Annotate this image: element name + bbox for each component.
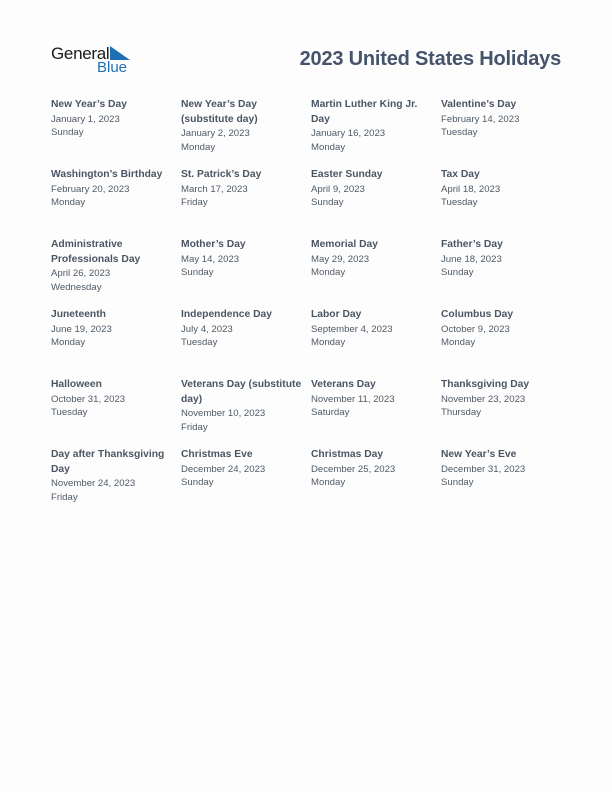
holiday-weekday: Friday xyxy=(51,491,78,503)
holiday-date: February 14, 2023 xyxy=(441,113,520,125)
holiday-item xyxy=(311,98,441,168)
holiday-name: Christmas Eve xyxy=(181,449,253,460)
holiday-weekday: Sunday xyxy=(441,267,474,278)
holiday-weekday: Monday xyxy=(311,267,346,278)
holiday-item xyxy=(51,308,181,378)
holiday-item xyxy=(441,378,571,448)
holiday-weekday: Monday xyxy=(311,477,346,488)
holiday-name: Christmas Day xyxy=(311,449,384,460)
brand-word-blue: Blue xyxy=(97,59,128,76)
holiday-item xyxy=(441,168,571,238)
holiday-item xyxy=(51,168,181,238)
holiday-weekday: Friday xyxy=(181,421,208,433)
holiday-item xyxy=(441,308,571,378)
holiday-weekday: Monday xyxy=(441,337,476,348)
holiday-weekday: Thursday xyxy=(441,407,481,418)
holiday-item xyxy=(181,378,311,448)
holiday-weekday: Sunday xyxy=(181,267,214,278)
holiday-date: December 25, 2023 xyxy=(311,463,396,475)
holiday-date: January 16, 2023 xyxy=(311,128,386,139)
holiday-item xyxy=(51,238,181,308)
holiday-weekday: Sunday xyxy=(51,127,84,138)
holiday-name: Washington’s Birthday xyxy=(51,169,163,180)
holiday-name: Juneteenth xyxy=(51,309,106,320)
holiday-date: May 14, 2023 xyxy=(181,253,240,265)
holiday-item xyxy=(51,98,181,168)
holiday-name: Halloween xyxy=(51,379,102,390)
holiday-name: Veterans Day xyxy=(311,379,376,390)
holiday-weekday: Monday xyxy=(181,141,216,153)
holiday-date: April 18, 2023 xyxy=(441,183,501,195)
holiday-date: October 31, 2023 xyxy=(51,393,126,405)
holiday-date: July 4, 2023 xyxy=(181,323,233,335)
holiday-date: January 1, 2023 xyxy=(51,113,120,125)
holiday-item xyxy=(311,168,441,238)
holiday-item xyxy=(51,378,181,448)
holiday-weekday: Sunday xyxy=(441,477,474,488)
holiday-date: November 11, 2023 xyxy=(311,393,395,405)
holiday-item xyxy=(311,238,441,308)
holiday-weekday: Tuesday xyxy=(441,127,478,138)
holiday-date: October 9, 2023 xyxy=(441,323,510,335)
brand-word-general: General xyxy=(51,44,110,63)
holiday-item xyxy=(181,168,311,238)
holiday-weekday: Monday xyxy=(51,337,86,348)
holiday-name: New Year’s Day xyxy=(51,99,127,110)
holiday-weekday: Saturday xyxy=(311,407,350,418)
holiday-weekday: Sunday xyxy=(181,477,214,488)
holiday-date: November 24, 2023 xyxy=(51,478,136,489)
holiday-weekday: Wednesday xyxy=(51,281,102,293)
holiday-name: Columbus Day xyxy=(441,309,514,320)
holiday-name: Easter Sunday xyxy=(311,169,383,180)
holiday-item xyxy=(441,98,571,168)
holiday-date: June 19, 2023 xyxy=(51,323,112,335)
holiday-name: Valentine’s Day xyxy=(441,99,517,110)
holiday-name: Tax Day xyxy=(441,169,480,180)
holiday-name: New Year’s Eve xyxy=(441,449,517,460)
holiday-list xyxy=(51,98,571,518)
holiday-name: Administrative Professionals Day xyxy=(51,239,141,265)
holiday-name: Labor Day xyxy=(311,309,362,320)
holiday-name: Mother’s Day xyxy=(181,239,246,250)
holiday-item xyxy=(311,448,441,518)
holiday-date: February 20, 2023 xyxy=(51,183,130,195)
holiday-item xyxy=(311,308,441,378)
holiday-weekday: Tuesday xyxy=(51,407,88,418)
brand-logo xyxy=(51,44,141,78)
holiday-weekday: Sunday xyxy=(311,197,344,208)
holiday-date: March 17, 2023 xyxy=(181,183,248,195)
holiday-date: December 31, 2023 xyxy=(441,463,526,475)
holiday-date: April 9, 2023 xyxy=(311,183,365,195)
holiday-name: Martin Luther King Jr. Day xyxy=(311,99,418,125)
holiday-date: January 2, 2023 xyxy=(181,128,250,139)
holiday-item xyxy=(441,448,571,518)
holiday-weekday: Tuesday xyxy=(441,197,478,208)
holiday-date: September 4, 2023 xyxy=(311,323,393,335)
holiday-weekday: Monday xyxy=(311,337,346,348)
holiday-item xyxy=(441,238,571,308)
holiday-weekday: Friday xyxy=(181,197,208,208)
page-title: 2023 United States Holidays xyxy=(299,48,561,70)
holiday-date: April 26, 2023 xyxy=(51,268,111,279)
holiday-item xyxy=(311,378,441,448)
holiday-date: November 23, 2023 xyxy=(441,393,526,405)
holiday-name: Veterans Day (substitute day) xyxy=(181,379,302,405)
holiday-name: St. Patrick’s Day xyxy=(181,169,262,180)
holiday-name: Memorial Day xyxy=(311,239,378,250)
holiday-weekday: Tuesday xyxy=(181,337,218,348)
holiday-name: New Year’s Day (substitute day) xyxy=(181,99,258,125)
holiday-item xyxy=(181,238,311,308)
blue-flag-icon xyxy=(110,46,130,60)
holiday-item xyxy=(181,308,311,378)
holiday-date: December 24, 2023 xyxy=(181,463,266,475)
holiday-date: May 29, 2023 xyxy=(311,253,370,265)
holiday-item xyxy=(51,448,181,518)
holiday-name: Thanksgiving Day xyxy=(441,379,530,390)
holiday-name: Independence Day xyxy=(181,309,272,320)
holiday-date: November 10, 2023 xyxy=(181,408,266,419)
holiday-date: June 18, 2023 xyxy=(441,253,502,265)
holiday-item xyxy=(181,448,311,518)
holiday-name: Day after Thanksgiving Day xyxy=(51,449,165,475)
holiday-weekday: Monday xyxy=(51,197,86,208)
holiday-name: Father’s Day xyxy=(441,239,503,250)
holiday-item xyxy=(181,98,311,168)
holiday-weekday: Monday xyxy=(311,141,346,153)
